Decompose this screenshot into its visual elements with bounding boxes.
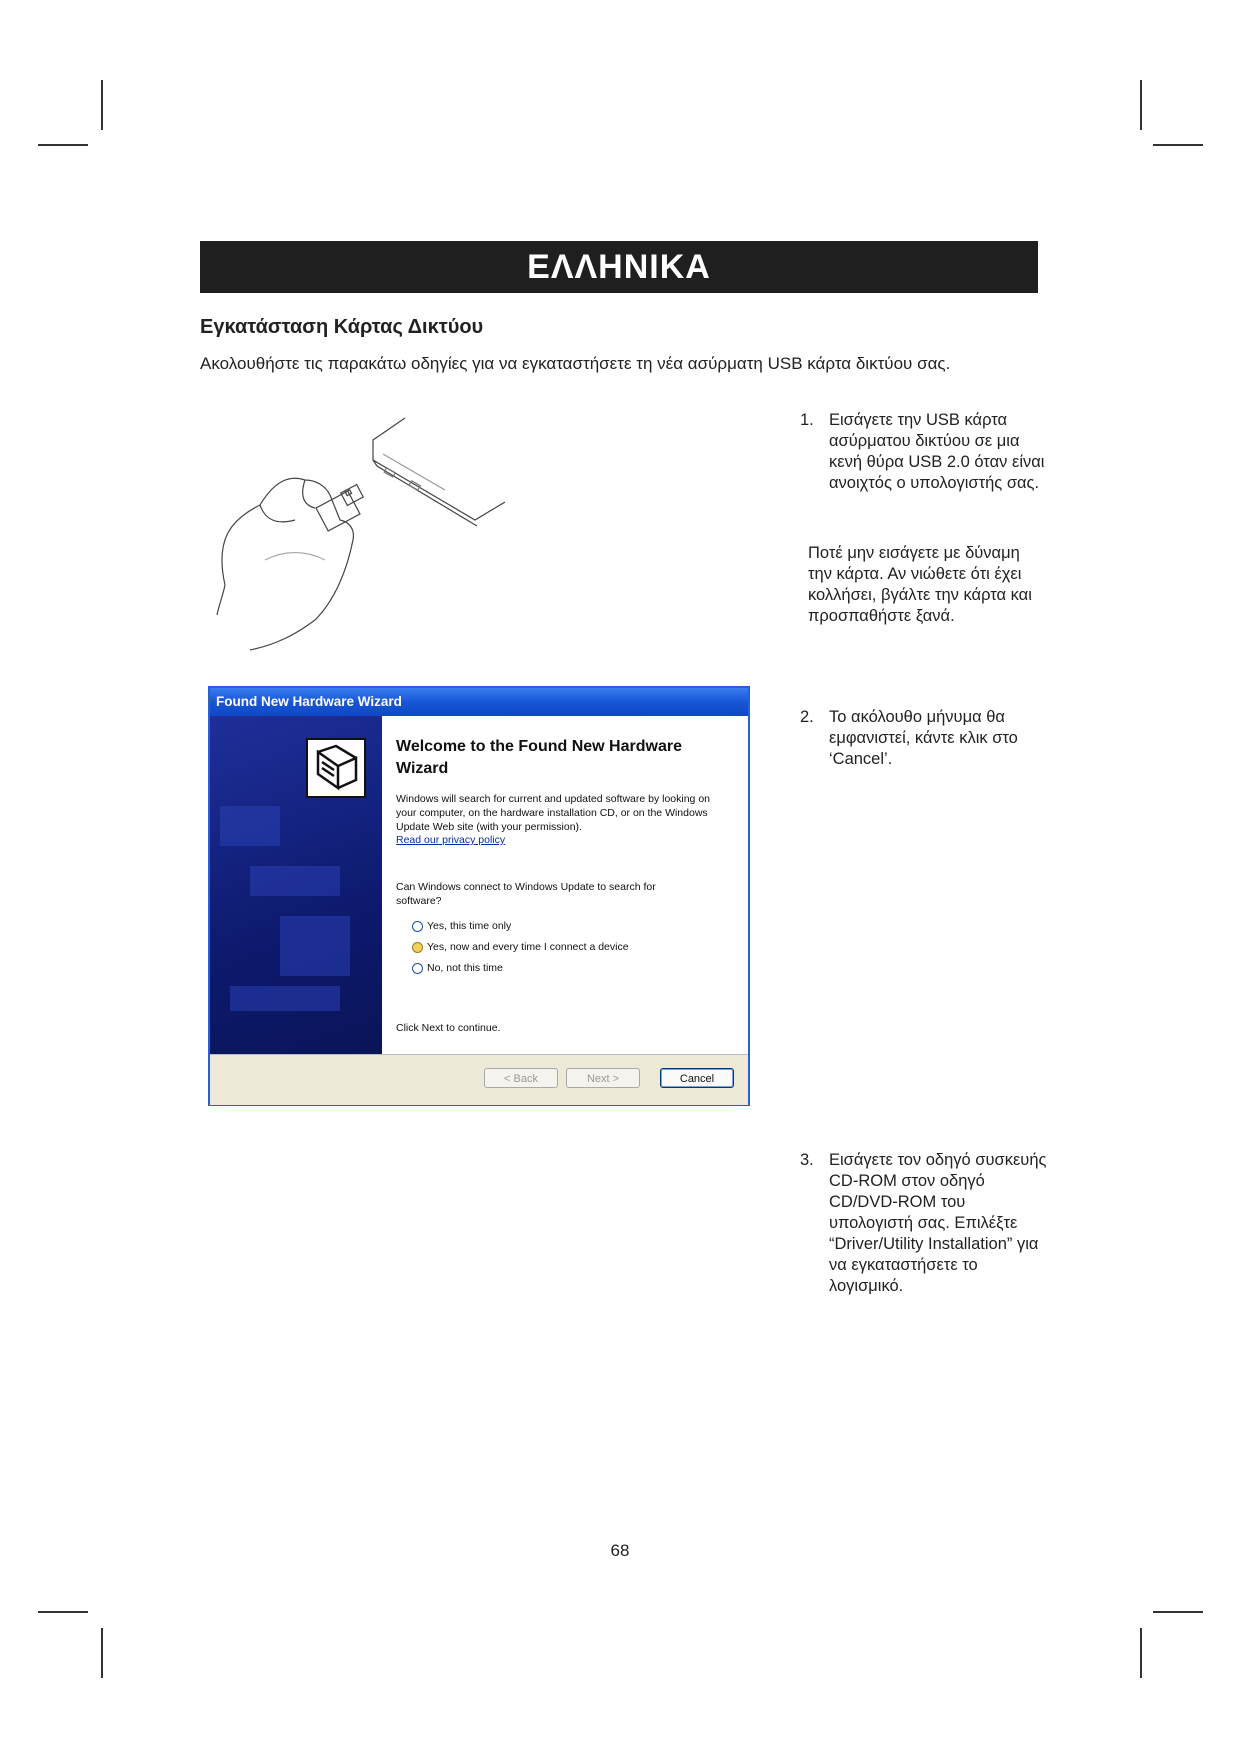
crop-mark bbox=[101, 1628, 103, 1678]
crop-mark bbox=[101, 80, 103, 130]
crop-mark bbox=[1140, 80, 1142, 130]
radio-label: Yes, this time only bbox=[427, 920, 512, 932]
step-text: Το ακόλουθο μήνυμα θα εμφανιστεί, κάντε κλικ στο ‘Cancel’. bbox=[829, 708, 1018, 768]
radio-label: No, not this time bbox=[427, 962, 503, 974]
caution-note: Ποτέ μην εισάγετε με δύναμη την κάρτα. Αν νιώθετε ότι έχει κολλήσει, βγάλτε την κάρτα και προσπαθήστε ξανά. bbox=[808, 544, 1032, 625]
step-number: 3. bbox=[800, 1151, 814, 1169]
page-number: 68 bbox=[610, 1541, 630, 1560]
radio-no-not-this-time[interactable] bbox=[412, 960, 503, 976]
found-new-hardware-wizard bbox=[208, 686, 750, 1106]
radio-button-selected[interactable] bbox=[412, 942, 423, 953]
wizard-title-bar: Found New Hardware Wizard bbox=[210, 688, 748, 716]
step-number: 1. bbox=[800, 411, 814, 429]
wizard-button-bar bbox=[210, 1054, 748, 1105]
radio-label: Yes, now and every time I connect a device bbox=[427, 941, 629, 953]
wizard-heading: Welcome to the Found New Hardware Wizard bbox=[396, 738, 682, 777]
language-banner: ΕΛΛΗΝΙΚΑ bbox=[200, 241, 1038, 293]
hardware-wizard-icon bbox=[306, 738, 366, 798]
radio-button[interactable] bbox=[412, 963, 423, 974]
instruction-step-3 bbox=[800, 1150, 1050, 1295]
crop-mark bbox=[1153, 1611, 1203, 1613]
section-heading: Εγκατάσταση Κάρτας Δικτύου bbox=[200, 316, 484, 338]
crop-mark bbox=[38, 144, 88, 146]
wizard-question: Can Windows connect to Windows Update to search for software? bbox=[396, 881, 656, 907]
privacy-policy-link[interactable]: Read our privacy policy bbox=[396, 834, 506, 846]
usb-insertion-illustration bbox=[205, 410, 505, 660]
next-button[interactable]: Next > bbox=[566, 1068, 640, 1088]
wizard-side-banner bbox=[210, 716, 382, 1054]
radio-yes-this-time[interactable] bbox=[412, 918, 511, 934]
wizard-footer-text: Click Next to continue. bbox=[396, 1022, 501, 1034]
wizard-content bbox=[382, 716, 748, 1054]
crop-mark bbox=[1153, 144, 1203, 146]
instruction-step-1 bbox=[800, 410, 1050, 520]
cancel-button[interactable]: Cancel bbox=[660, 1068, 734, 1088]
crop-mark bbox=[1140, 1628, 1142, 1678]
step-text: Εισάγετε τον οδηγό συσκευής CD-ROM στον οδηγό CD/DVD-ROM του υπολογιστή σας. Επιλέξτε “Driver/Utility Installation” για να εγκαταστήσετε το λογισμικό. bbox=[829, 1151, 1047, 1295]
wizard-description: Windows will search for current and updated software by looking on your computer, on the hardware installation CD, or on the Windows Update Web site (with your permission). bbox=[396, 793, 710, 833]
step-number: 2. bbox=[800, 708, 814, 726]
step-text: Εισάγετε την USB κάρτα ασύρματου δικτύου σε μια κενή θύρα USB 2.0 όταν είναι ανοιχτός ο υπολογιστής σας. bbox=[829, 411, 1045, 492]
radio-yes-every-time[interactable] bbox=[412, 939, 629, 955]
intro-text: Ακολουθήστε τις παρακάτω οδηγίες για να εγκαταστήσετε τη νέα ασύρματη USB κάρτα δικτύου σας. bbox=[200, 354, 951, 373]
radio-button[interactable] bbox=[412, 921, 423, 932]
back-button[interactable]: < Back bbox=[484, 1068, 558, 1088]
crop-mark bbox=[38, 1611, 88, 1613]
instruction-step-2 bbox=[800, 707, 1050, 777]
